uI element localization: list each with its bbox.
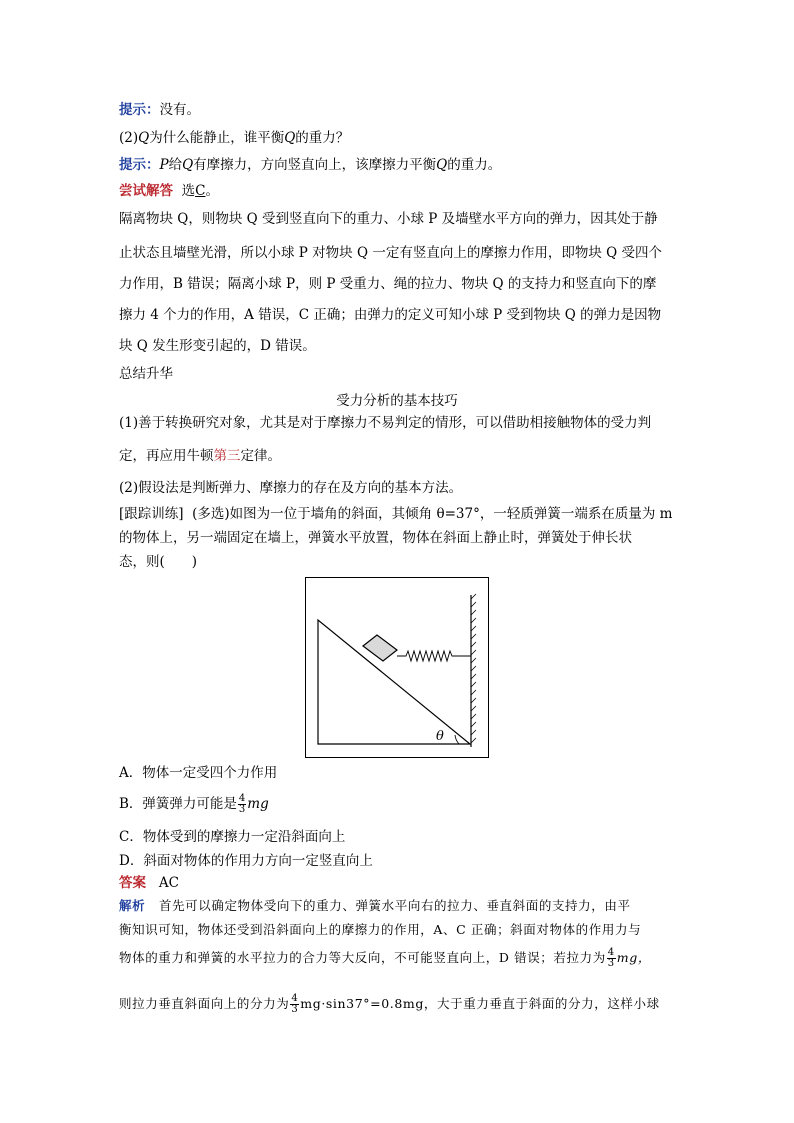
analysis-line-5: 块 Q 发生形变引起的，D 错误。 <box>119 338 316 354</box>
var-q: Q <box>182 157 194 173</box>
summary-text: 定律。 <box>240 448 281 464</box>
attempt-tag: 尝试解答 <box>119 183 173 199</box>
answer-tag: 答案 <box>119 875 146 891</box>
practice-question-line-1 <box>119 506 672 522</box>
highlight-text: 第三 <box>213 448 241 464</box>
fraction <box>290 994 299 1015</box>
solution-line-3 <box>119 947 651 969</box>
solution-text: 物体的重力和弹簧的水平拉力的合力等大反向，不可能竖直向上，D 错误；若拉力为 <box>119 950 606 965</box>
fraction <box>607 948 616 969</box>
practice-text: (多选)如图为一位于墙角的斜面，其倾角 θ=37°，一轻质弹簧一端系在质量为 m <box>192 506 673 522</box>
var-q: Q <box>436 157 448 173</box>
option-d: D．斜面对物体的作用力方向一定竖直向上 <box>119 853 373 869</box>
practice-tag: [跟踪训练] <box>119 506 184 522</box>
summary-text: 定，再应用牛顿 <box>119 448 214 464</box>
incline-figure <box>305 577 489 758</box>
analysis-line-1: 隔离物块 Q，则物块 Q 受到竖直向下的重力、小球 P 及墙壁水平方向的弹力，因其处于静 <box>119 211 658 227</box>
denominator: 3 <box>291 1004 299 1015</box>
q2-text: 为什么能静止，谁平衡 <box>149 130 285 146</box>
var-q: Q <box>284 130 296 146</box>
q2-text-end: 的重力？ <box>295 130 350 146</box>
attempt-answer-line <box>119 183 219 199</box>
numerator: 4 <box>238 793 246 804</box>
choose-text: 选 <box>181 183 196 199</box>
numerator: 4 <box>607 947 615 958</box>
summary-title: 受力分析的基本技巧 <box>336 393 458 409</box>
numerator: 4 <box>291 993 299 1004</box>
analysis-line-2: 止状态且墙壁光滑，所以小球 P 对物块 Q 一定有竖直向上的摩擦力作用，即物块 Q 受四个 <box>119 245 662 261</box>
period: 。 <box>205 183 219 199</box>
hint-text: 没有。 <box>159 102 200 118</box>
fraction <box>238 794 246 815</box>
hint-line-1 <box>119 102 200 118</box>
option-b-text: B．弹簧弹力可能是 <box>119 796 237 812</box>
answer-value: AC <box>158 875 179 891</box>
hint-text: 给 <box>168 157 183 173</box>
practice-question-line-3: 态，则( ) <box>119 554 198 570</box>
var-mg: mg <box>247 796 269 812</box>
practice-question-line-2: 的物体上，另一端固定在墙上，弹簧水平放置，物体在斜面上静止时，弹簧处于伸长状 <box>119 530 632 546</box>
summary-heading: 总结升华 <box>119 366 173 382</box>
solution-tag: 解析 <box>119 898 146 913</box>
summary-point-1-line-1: (1)善于转换研究对象，尤其是对于摩擦力不易判定的情形，可以借助相接触物体的受力判 <box>119 415 652 431</box>
solution-line-4 <box>119 993 660 1015</box>
var-q: Q <box>138 130 150 146</box>
hint-text: 有摩擦力，方向竖直向上，该摩擦力平衡 <box>193 157 437 173</box>
analysis-line-4: 擦力 4 个力的作用，A 错误，C 正确；由弹力的定义可知小球 P 受到物块 Q 的弹力是因物 <box>119 307 662 323</box>
solution-text: mg·sin37°=0.8mg，大于重力垂直于斜面的分力，这样小球 <box>300 996 660 1011</box>
summary-point-1-line-2 <box>119 448 281 464</box>
question-2 <box>119 130 349 146</box>
solution-text: 则拉力垂直斜面向上的分力为 <box>119 996 290 1011</box>
var-mg: mg， <box>616 950 651 965</box>
answer-line <box>119 875 179 891</box>
denominator: 3 <box>238 804 246 815</box>
hint-line-2 <box>119 157 501 173</box>
option-b <box>119 793 269 815</box>
solution-line-1 <box>119 898 631 914</box>
option-a: A．物体一定受四个力作用 <box>119 765 278 781</box>
q2-number: (2) <box>119 130 139 146</box>
chosen-answer: C <box>195 183 206 199</box>
summary-point-2: (2)假设法是判断弹力、摩擦力的存在及方向的基本方法。 <box>119 480 463 496</box>
solution-text: 首先可以确定物体受向下的重力、弹簧水平向右的拉力、垂直斜面的支持力，由平 <box>158 898 631 913</box>
hint-text: 的重力。 <box>447 157 502 173</box>
hint-tag: 提示： <box>119 102 160 118</box>
var-p: P <box>159 157 169 173</box>
option-c: C．物体受到的摩擦力一定沿斜面向上 <box>119 829 346 845</box>
figure-frame <box>306 578 489 758</box>
analysis-line-3: 力作用，B 错误；隔离小球 P，则 P 受重力、绳的拉力、物块 Q 的支持力和竖直向下的摩 <box>119 276 657 292</box>
angle-label: θ <box>436 729 444 744</box>
solution-line-2: 衡知识可知，物体还受到沿斜面向上的摩擦力的作用，A、C 正确；斜面对物体的作用力与 <box>119 922 642 937</box>
denominator: 3 <box>607 958 615 969</box>
hint-tag: 提示： <box>119 157 160 173</box>
